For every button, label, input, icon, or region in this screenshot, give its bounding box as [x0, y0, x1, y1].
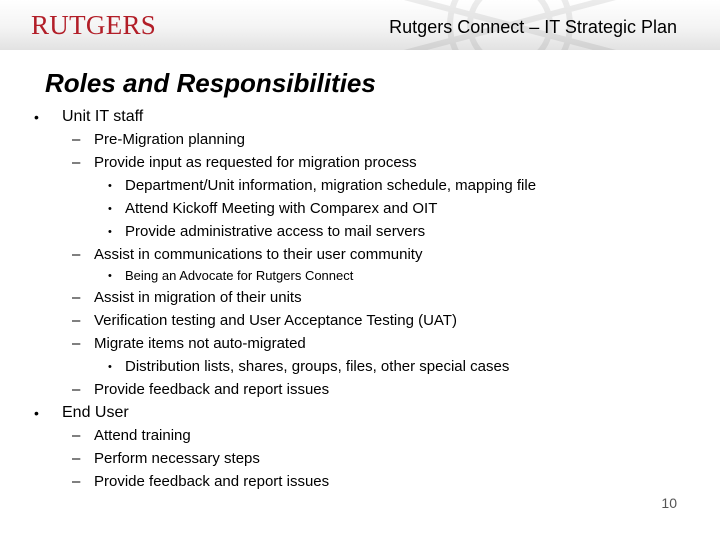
item-end-user-feedback: Provide feedback and report issues — [94, 473, 330, 490]
dash-marker: – — [72, 289, 81, 306]
presentation-title: Rutgers Connect – IT Strategic Plan — [389, 17, 677, 37]
bullet-marker: • — [34, 109, 39, 125]
dash-marker: – — [72, 312, 81, 329]
slide-title: Roles and Responsibilities — [45, 68, 376, 98]
subitem-kickoff-meeting: Attend Kickoff Meeting with Comparex and OIT — [125, 200, 438, 217]
rutgers-logo: RUTGERS — [31, 10, 157, 40]
bullet-unit-it-staff: Unit IT staff — [62, 108, 144, 125]
item-attend-training: Attend training — [94, 427, 191, 444]
bullet-marker: • — [34, 405, 39, 421]
sub-bullet-marker: • — [108, 203, 112, 215]
subitem-distribution-lists: Distribution lists, shares, groups, files, other special cases — [125, 358, 510, 375]
dash-marker: – — [72, 450, 81, 467]
subitem-department-info: Department/Unit information, migration schedule, mapping file — [125, 177, 537, 194]
sub-bullet-marker: • — [108, 270, 112, 282]
dash-marker: – — [72, 246, 81, 263]
item-provide-feedback: Provide feedback and report issues — [94, 381, 330, 398]
item-pre-migration-planning: Pre-Migration planning — [94, 131, 245, 148]
subitem-admin-access: Provide administrative access to mail servers — [125, 223, 426, 240]
sub-bullet-marker: • — [108, 361, 112, 373]
item-assist-communications: Assist in communications to their user community — [94, 246, 423, 263]
dash-marker: – — [72, 154, 81, 171]
dash-marker: – — [72, 473, 81, 490]
sub-bullet-marker: • — [108, 226, 112, 238]
page-number: 10 — [661, 495, 677, 511]
dash-marker: – — [72, 335, 81, 352]
sub-bullet-marker: • — [108, 180, 112, 192]
bullet-end-user: End User — [62, 404, 129, 421]
item-assist-migration: Assist in migration of their units — [94, 289, 302, 306]
item-provide-input: Provide input as requested for migration process — [94, 154, 417, 171]
item-perform-steps: Perform necessary steps — [94, 450, 260, 467]
dash-marker: – — [72, 427, 81, 444]
item-migrate-items: Migrate items not auto-migrated — [94, 335, 306, 352]
dash-marker: – — [72, 381, 81, 398]
item-verification-testing: Verification testing and User Acceptance Testing (UAT) — [94, 312, 457, 329]
subitem-advocate: Being an Advocate for Rutgers Connect — [125, 268, 354, 283]
slide-header — [0, 0, 720, 50]
dash-marker: – — [72, 131, 81, 148]
